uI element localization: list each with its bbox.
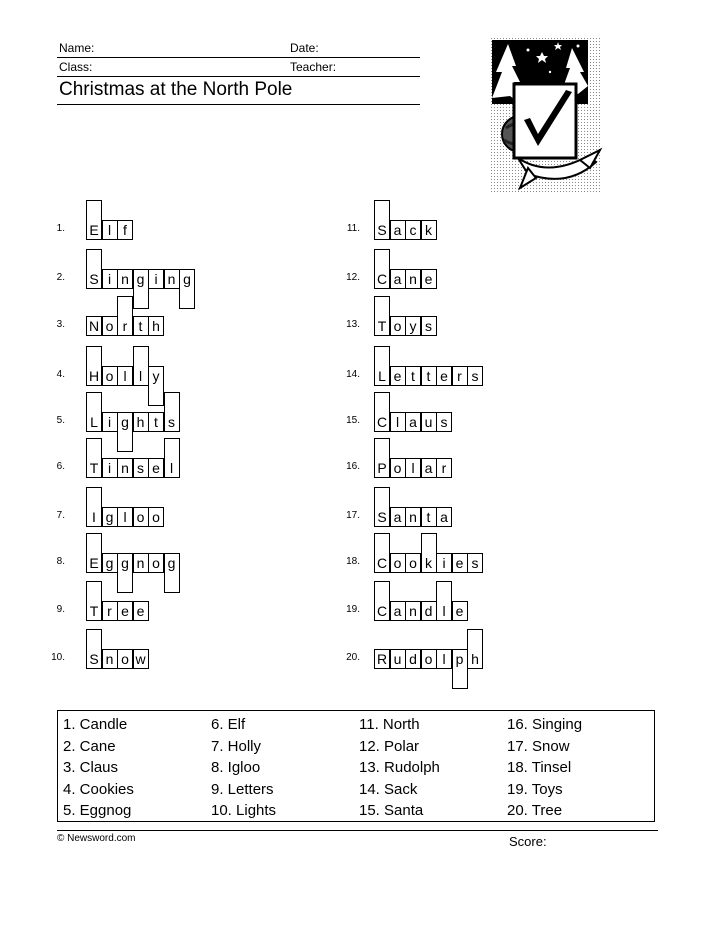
letter-box	[148, 316, 164, 336]
letter: u	[424, 414, 433, 430]
letter: s	[168, 414, 175, 430]
letter: n	[409, 509, 417, 525]
letter-box	[390, 458, 406, 478]
letter-box	[117, 507, 133, 527]
letter: e	[424, 271, 433, 287]
word-bank-column	[359, 714, 507, 822]
letter-box	[421, 366, 437, 386]
letter-box	[86, 438, 102, 478]
letter-box	[405, 220, 421, 240]
word-bank-item: 9. Letters	[211, 780, 274, 798]
letter-box	[133, 601, 149, 621]
letter: S	[377, 222, 387, 238]
letter-box	[133, 507, 149, 527]
letter-box	[117, 601, 133, 621]
letter: l	[138, 368, 143, 384]
letter-box	[102, 412, 118, 432]
letter: s	[425, 318, 432, 334]
word-bank-column	[63, 714, 211, 822]
letter-box	[374, 200, 390, 240]
letter-box	[436, 581, 452, 621]
letter: o	[105, 368, 114, 384]
letter-box	[117, 412, 133, 452]
letter: r	[122, 318, 128, 334]
puzzle-number: 17.	[346, 510, 360, 521]
letter: l	[169, 460, 174, 476]
puzzle-number: 16.	[346, 461, 360, 472]
letter-box	[421, 507, 437, 527]
letter: o	[152, 555, 160, 571]
letter-box	[374, 581, 390, 621]
letter-box	[390, 220, 406, 240]
letter: i	[107, 460, 112, 476]
date-label: Date:	[290, 41, 319, 55]
letter: t	[138, 318, 143, 334]
letter-box	[452, 366, 468, 386]
letter: h	[471, 651, 479, 667]
letter-box	[148, 366, 164, 406]
puzzle-number: 18.	[346, 556, 360, 567]
word-bank-item: 12. Polar	[359, 737, 420, 755]
word-bank-item: 20. Tree	[507, 802, 563, 819]
letter-box	[405, 649, 421, 669]
puzzle-number: 14.	[346, 369, 360, 380]
header-divider	[57, 57, 420, 58]
letter-box	[86, 316, 102, 336]
letter: n	[121, 271, 129, 287]
letter: o	[136, 509, 145, 525]
puzzle-number: 4.	[56, 369, 65, 380]
letter-box	[148, 412, 164, 432]
word-bank	[57, 710, 655, 822]
letter: C	[376, 271, 388, 287]
letter: s	[471, 368, 479, 384]
letter-box	[390, 553, 406, 573]
word-bank-item: 15. Santa	[359, 802, 424, 819]
letter: L	[90, 414, 98, 430]
letter-box	[374, 649, 390, 669]
letter-box	[390, 366, 406, 386]
name-label: Name:	[59, 41, 95, 55]
score-label: Score:	[509, 834, 547, 849]
letter: I	[92, 509, 96, 525]
letter: t	[426, 368, 431, 384]
puzzle-number: 20.	[346, 652, 360, 663]
header-divider	[57, 104, 420, 105]
letter: p	[455, 651, 464, 667]
page-title: Christmas at the North Pole	[59, 79, 293, 100]
puzzle-number: 11.	[346, 223, 360, 234]
puzzle-number: 6.	[56, 461, 65, 472]
letter: l	[411, 460, 415, 476]
letter: o	[105, 318, 114, 334]
word-bank-item: 3. Claus	[63, 759, 119, 776]
letter-box	[421, 649, 437, 669]
letter-box	[421, 412, 437, 432]
letter: c	[409, 222, 417, 238]
letter-box	[133, 412, 149, 432]
letter-box	[102, 649, 118, 669]
letter: C	[376, 414, 388, 430]
word-bank-item: 8. Igloo	[211, 759, 261, 776]
letter: n	[136, 555, 145, 571]
puzzle-number: 5.	[56, 415, 65, 426]
letter: e	[136, 603, 145, 619]
letter-box	[405, 458, 421, 478]
letter: t	[426, 509, 431, 525]
letter-box	[164, 438, 180, 478]
letter: a	[424, 460, 433, 476]
letter-box	[390, 649, 406, 669]
letter-box	[390, 412, 406, 432]
word-bank-item: 16. Singing	[507, 716, 583, 733]
letter-box	[374, 487, 390, 527]
letter-box	[452, 601, 468, 621]
letter: S	[89, 651, 99, 667]
letter: T	[377, 318, 387, 334]
letter-box	[390, 507, 406, 527]
letter: E	[89, 555, 99, 571]
word-bank-item: 1. Candle	[63, 716, 128, 733]
letter-box	[117, 296, 133, 336]
letter-box	[405, 507, 421, 527]
letter-box	[133, 458, 149, 478]
christmas-checkmark-clipart-icon	[488, 38, 604, 194]
letter-box	[467, 366, 483, 386]
letter-box	[102, 366, 118, 386]
letter-box	[390, 269, 406, 289]
word-bank-column	[507, 714, 655, 822]
header-divider	[57, 76, 420, 77]
teacher-label: Teacher:	[290, 60, 337, 74]
letter-box	[374, 392, 390, 432]
word-bank-item: 13. Rudolph	[359, 759, 440, 776]
letter: H	[88, 368, 100, 384]
letter: o	[152, 509, 160, 525]
letter-box	[405, 316, 421, 336]
letter: o	[409, 555, 417, 571]
word-bank-item: 19. Toys	[507, 780, 563, 798]
letter: g	[121, 414, 129, 430]
letter-box	[102, 601, 118, 621]
letter: r	[441, 460, 447, 476]
word-bank-item: 18. Tinsel	[507, 759, 572, 776]
letter-box	[117, 220, 133, 240]
letter-box	[148, 269, 164, 289]
puzzle-number: 8.	[56, 556, 65, 567]
class-label: Class:	[59, 60, 93, 74]
letter-box	[148, 507, 164, 527]
letter: f	[123, 222, 127, 238]
letter-box	[164, 392, 180, 432]
letter: e	[440, 368, 448, 384]
letter: g	[136, 271, 145, 287]
letter: a	[393, 509, 402, 525]
letter: k	[425, 222, 432, 238]
letter-box	[405, 366, 421, 386]
letter: C	[376, 555, 388, 571]
letter-box	[86, 581, 102, 621]
puzzle-number: 2.	[56, 272, 65, 283]
letter: d	[409, 651, 417, 667]
letter: n	[409, 603, 417, 619]
footer-divider	[57, 830, 658, 831]
letter-box	[421, 458, 437, 478]
letter: h	[136, 414, 145, 430]
letter-box	[102, 553, 118, 573]
letter-box	[117, 553, 133, 593]
puzzle-number: 9.	[56, 604, 65, 615]
letter: l	[123, 368, 127, 384]
letter-box	[86, 346, 102, 386]
letter-box	[117, 458, 133, 478]
letter-box	[86, 533, 102, 573]
letter-box	[405, 553, 421, 573]
letter: s	[440, 414, 448, 430]
letter: S	[377, 509, 387, 525]
letter: t	[411, 368, 415, 384]
puzzle-number: 1.	[56, 223, 65, 234]
letter-box	[467, 629, 483, 669]
letter-box	[117, 649, 133, 669]
letter-box	[117, 366, 133, 386]
letter-box	[436, 366, 452, 386]
letter: t	[154, 414, 158, 430]
word-bank-column	[211, 714, 359, 822]
letter-box	[86, 487, 102, 527]
letter: o	[121, 651, 129, 667]
letter-box	[148, 458, 164, 478]
copyright-text: © Newsword.com	[57, 833, 136, 844]
letter: n	[167, 271, 176, 287]
letter-box	[102, 507, 118, 527]
letter: l	[107, 222, 112, 238]
letter: g	[105, 555, 114, 571]
word-bank-item: 5. Eggnog	[63, 802, 132, 819]
letter-box	[133, 649, 149, 669]
word-bank-item: 7. Holly	[211, 737, 262, 755]
word-bank-item: 10. Lights	[211, 802, 277, 819]
letter-box	[133, 316, 149, 336]
letter-box	[390, 601, 406, 621]
letter: l	[442, 603, 446, 619]
letter: u	[393, 651, 402, 667]
letter-box	[133, 269, 149, 309]
letter-box	[86, 200, 102, 240]
word-bank-item: 2. Cane	[63, 737, 116, 755]
letter-box	[86, 629, 102, 669]
letter-box	[436, 458, 452, 478]
word-bank-item: 4. Cookies	[63, 780, 134, 798]
letter: s	[137, 460, 144, 476]
letter: i	[154, 271, 158, 287]
letter: g	[167, 555, 176, 571]
letter: N	[88, 318, 100, 334]
letter: o	[424, 651, 433, 667]
letter: E	[89, 222, 99, 238]
letter: h	[152, 318, 160, 334]
word-bank-item: 17. Snow	[507, 737, 570, 755]
word-bank-item: 6. Elf	[211, 716, 246, 733]
letter: s	[471, 555, 479, 571]
letter: n	[105, 651, 114, 667]
puzzle-number: 13.	[346, 319, 360, 330]
letter-box	[374, 438, 390, 478]
letter-box	[421, 316, 437, 336]
letter: k	[425, 555, 432, 571]
puzzle-number: 19.	[346, 604, 360, 615]
letter-box	[179, 269, 195, 309]
letter: y	[152, 368, 160, 384]
puzzle-number: 12.	[346, 272, 360, 283]
letter-box	[405, 412, 421, 432]
letter-box	[102, 269, 118, 289]
letter: e	[393, 368, 402, 384]
letter: a	[440, 509, 448, 525]
letter-box	[133, 553, 149, 573]
letter-box	[452, 649, 468, 689]
letter: a	[393, 271, 402, 287]
letter: e	[455, 603, 464, 619]
letter: o	[393, 555, 402, 571]
letter: l	[442, 651, 446, 667]
letter: e	[121, 603, 129, 619]
letter: y	[409, 318, 417, 334]
letter: T	[89, 603, 99, 619]
letter-box	[405, 601, 421, 621]
letter-box	[421, 220, 437, 240]
letter: g	[121, 555, 129, 571]
letter: S	[89, 271, 99, 287]
letter-box	[467, 553, 483, 573]
letter-box	[374, 249, 390, 289]
puzzle-number: 10.	[51, 652, 65, 663]
letter-box	[452, 553, 468, 573]
letter: L	[378, 368, 386, 384]
letter-box	[102, 316, 118, 336]
letter: r	[107, 603, 112, 619]
letter: g	[183, 271, 191, 287]
letter: o	[393, 318, 402, 334]
puzzle-number: 7.	[56, 510, 65, 521]
letter-box	[421, 269, 437, 289]
letter-box	[436, 507, 452, 527]
letter: g	[105, 509, 114, 525]
letter: e	[455, 555, 464, 571]
letter-box	[86, 249, 102, 289]
letter-box	[374, 296, 390, 336]
letter: a	[393, 222, 402, 238]
letter-box	[374, 346, 390, 386]
letter-box	[421, 533, 437, 573]
letter: r	[457, 368, 462, 384]
letter-box	[86, 392, 102, 432]
letter: T	[89, 460, 99, 476]
letter: a	[409, 414, 417, 430]
letter: l	[395, 414, 400, 430]
letter-box	[148, 553, 164, 573]
letter-box	[390, 316, 406, 336]
letter: P	[377, 460, 387, 476]
letter-box	[405, 269, 421, 289]
letter: a	[393, 603, 402, 619]
letter: e	[152, 460, 160, 476]
letter: i	[107, 414, 112, 430]
letter-box	[421, 601, 437, 621]
letter: R	[376, 651, 388, 667]
letter-box	[102, 220, 118, 240]
puzzle-number: 15.	[346, 415, 360, 426]
puzzle-number: 3.	[56, 319, 65, 330]
letter: d	[424, 603, 433, 619]
letter: C	[376, 603, 388, 619]
letter-box	[164, 553, 180, 593]
letter: n	[409, 271, 417, 287]
letter: w	[135, 651, 146, 667]
letter-box	[436, 412, 452, 432]
letter: o	[393, 460, 402, 476]
letter-box	[102, 458, 118, 478]
letter-box	[374, 533, 390, 573]
letter: i	[107, 271, 112, 287]
word-bank-item: 14. Sack	[359, 780, 418, 798]
word-bank-item: 11. North	[359, 716, 420, 733]
letter-box	[164, 269, 180, 289]
letter-box	[436, 649, 452, 669]
letter: n	[121, 460, 129, 476]
letter: i	[442, 555, 446, 571]
letter-box	[133, 346, 149, 386]
letter-box	[436, 553, 452, 573]
letter-box	[117, 269, 133, 289]
letter: l	[123, 509, 127, 525]
